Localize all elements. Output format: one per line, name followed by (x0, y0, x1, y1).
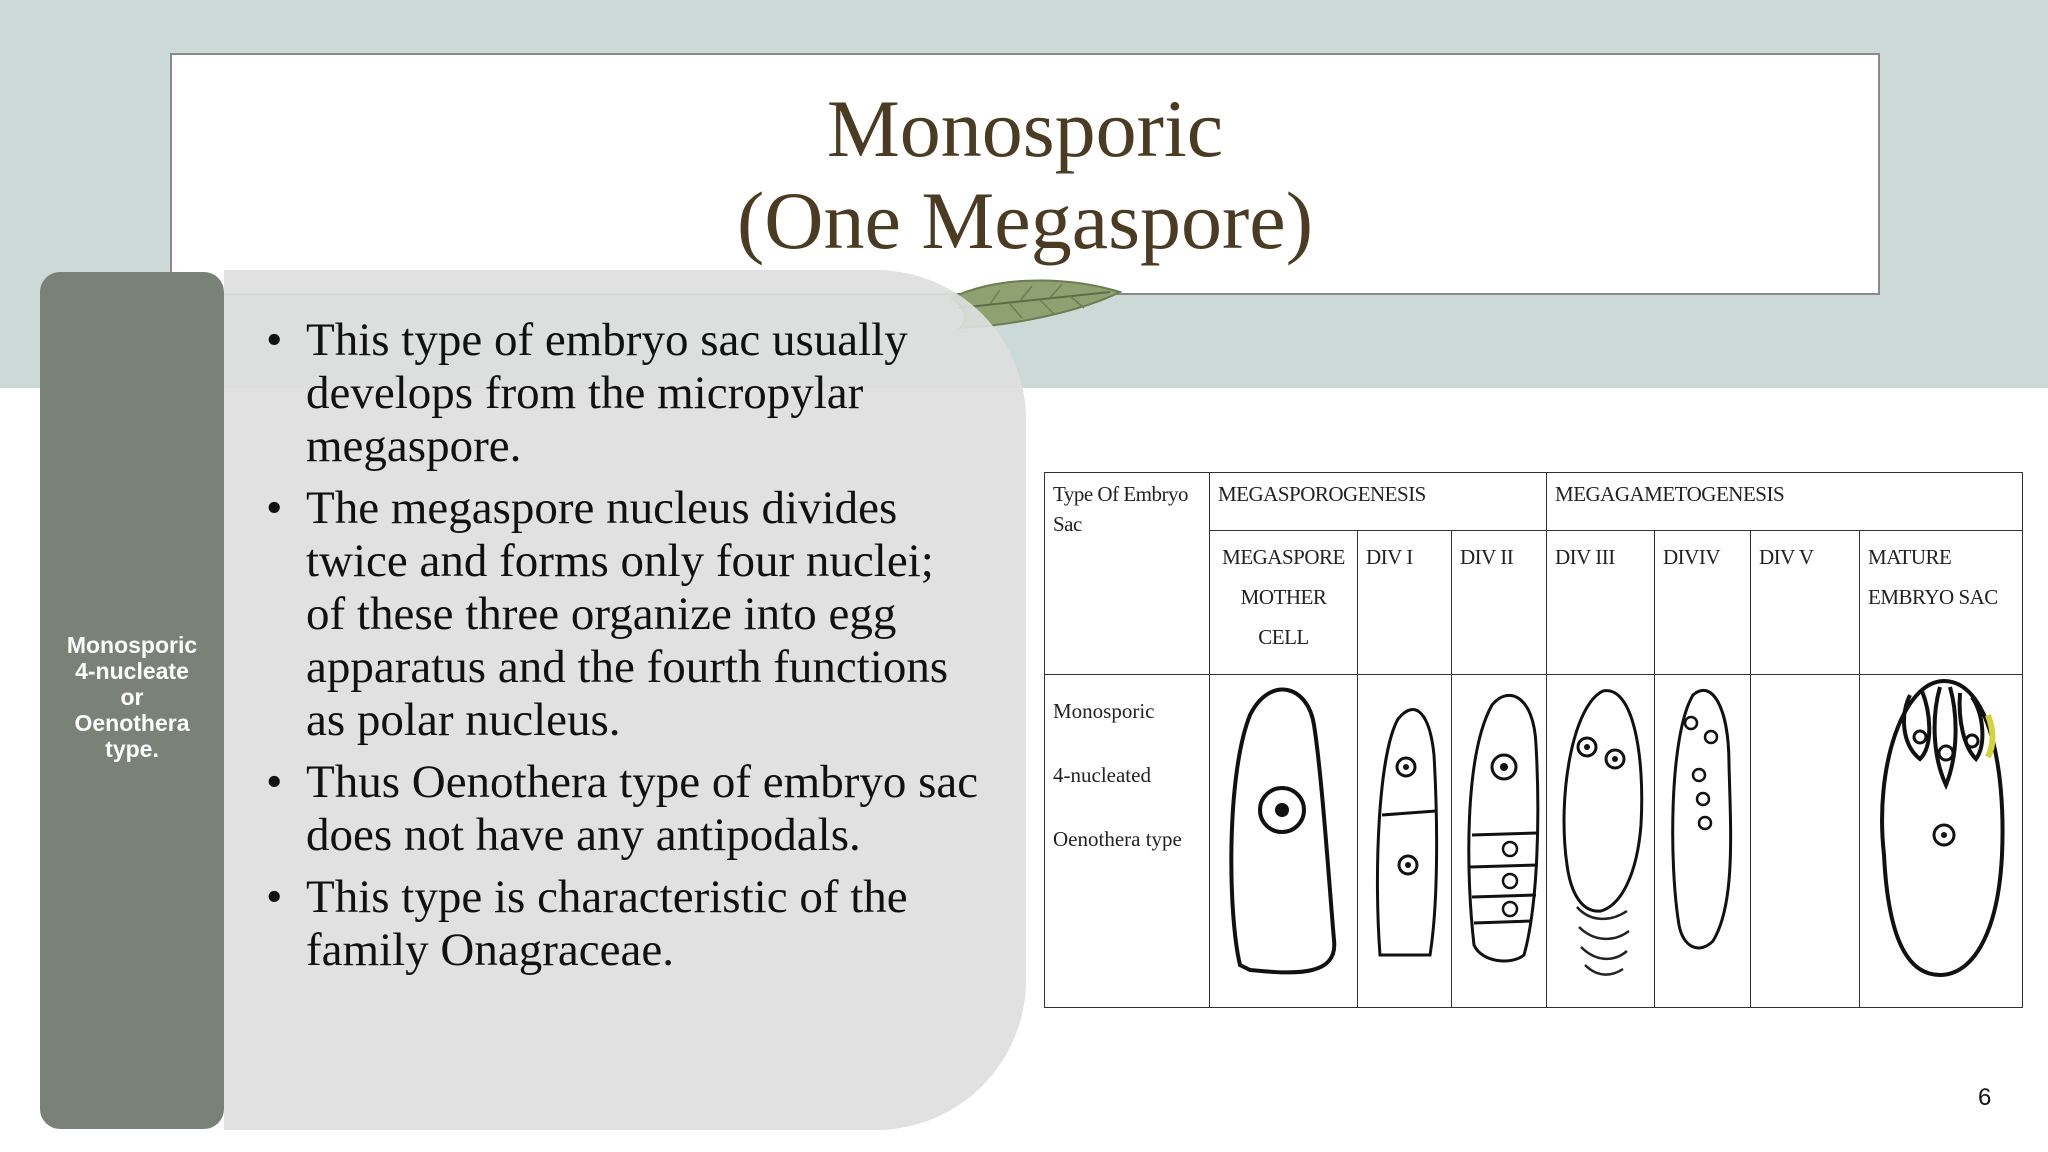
mature-embryo-sac-drawing (1860, 675, 2023, 1001)
group-header-megasporogenesis: MEGASPOROGENESIS (1210, 473, 1547, 531)
side-label-line-3: or (120, 684, 144, 710)
table-row (1045, 473, 2023, 531)
corner-line-2: Sac (1053, 512, 1082, 536)
div1-drawing (1358, 675, 1452, 1001)
cell-div5-empty (1751, 675, 1860, 1008)
col-megaspore-line-1: MEGASPORE (1222, 545, 1345, 569)
cell-mature-drawing (1860, 675, 2023, 1008)
side-label-line-4: Oenothera (74, 710, 190, 736)
title-box (170, 53, 1880, 295)
bullet-dot: • (266, 482, 283, 534)
cell-megaspore-drawing (1210, 675, 1358, 1008)
bullet-item (260, 314, 980, 473)
side-label-line-1: Monosporic (66, 632, 198, 658)
col-megaspore-line-2: MOTHER CELL (1240, 585, 1327, 649)
page-number: 6 (1978, 1084, 1992, 1111)
side-label-line-5: type. (105, 736, 159, 762)
bullet-dot: • (266, 871, 283, 923)
col-header-megaspore (1210, 531, 1358, 675)
bullet-dot: • (266, 314, 283, 366)
bullet-text: Thus Oenothera type of embryo sac does not have any antipodals. (306, 756, 979, 861)
title-line-2: (One Megaspore) (736, 175, 1314, 266)
col-header-mature (1860, 531, 2023, 675)
cell-div1-drawing (1358, 675, 1452, 1008)
row-header-monosporic (1045, 675, 1210, 1008)
side-tab-label (40, 632, 224, 762)
div3-drawing (1547, 675, 1655, 1001)
col-mature-line-1: MATURE (1868, 545, 1952, 569)
corner-line-1: Type Of Embryo (1053, 482, 1188, 506)
slide-title (172, 83, 1878, 267)
group-header-megagametogenesis: MEGAGAMETOGENESIS (1547, 473, 2023, 531)
row-line-2: 4-nucleated (1053, 763, 1151, 787)
bullet-text: This type is characteristic of the family Onagraceae. (306, 871, 908, 976)
side-tab (40, 272, 224, 1129)
bullet-list (260, 314, 980, 986)
col-header-div2: DIV II (1452, 531, 1547, 675)
cell-div4-drawing (1655, 675, 1751, 1008)
bullet-text: This type of embryo sac usually develops from the micropylar megaspore. (306, 314, 908, 472)
megaspore-mother-cell-drawing (1210, 675, 1358, 1001)
bullet-dot: • (266, 756, 283, 808)
table-row (1045, 675, 2023, 1008)
col-header-div4: DIVIV (1655, 531, 1751, 675)
col-header-div5: DIV V (1751, 531, 1860, 675)
col-mature-line-2: EMBRYO SAC (1868, 585, 1998, 609)
cell-div2-drawing (1452, 675, 1547, 1008)
bullet-item (260, 482, 980, 747)
row-line-1: Monosporic (1053, 699, 1155, 723)
bullet-text: The megaspore nucleus divides twice and forms only four nuclei; of these three organize into egg apparatus and the fourth functions as polar nucleus. (306, 482, 949, 746)
col-header-div1: DIV I (1358, 531, 1452, 675)
div2-drawing (1452, 675, 1547, 1001)
corner-header (1045, 473, 1210, 675)
embryo-sac-table (1044, 472, 2022, 1000)
cell-div3-drawing (1547, 675, 1655, 1008)
div4-drawing (1655, 675, 1751, 1001)
bullet-item (260, 871, 980, 977)
stage-table (1044, 472, 2023, 1008)
col-header-div3: DIV III (1547, 531, 1655, 675)
row-line-3: Oenothera type (1053, 827, 1182, 851)
title-line-1: Monosporic (826, 83, 1224, 174)
bullet-item (260, 756, 980, 862)
side-label-line-2: 4-nucleate (75, 658, 189, 684)
